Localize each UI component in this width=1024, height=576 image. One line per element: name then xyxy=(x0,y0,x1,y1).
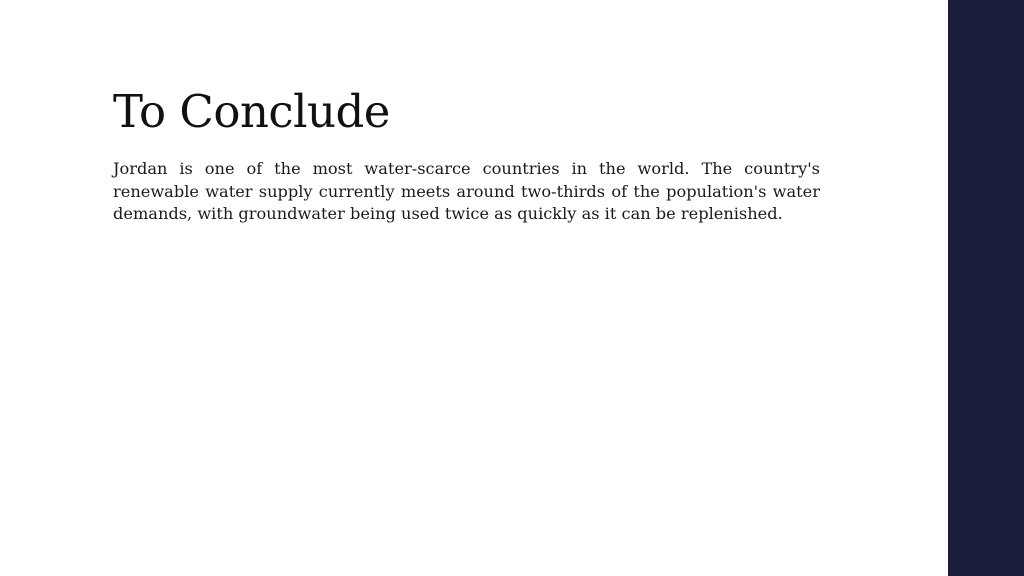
decorative-side-band xyxy=(948,0,1024,576)
slide-body-text: Jordan is one of the most water-scarce countries in the world. The country's renewable water supply currently meets around two-thirds of the population's water demands, with groundwater being used twice as quickly as it can be replenished. xyxy=(113,159,820,223)
slide-title: To Conclude xyxy=(113,85,390,138)
